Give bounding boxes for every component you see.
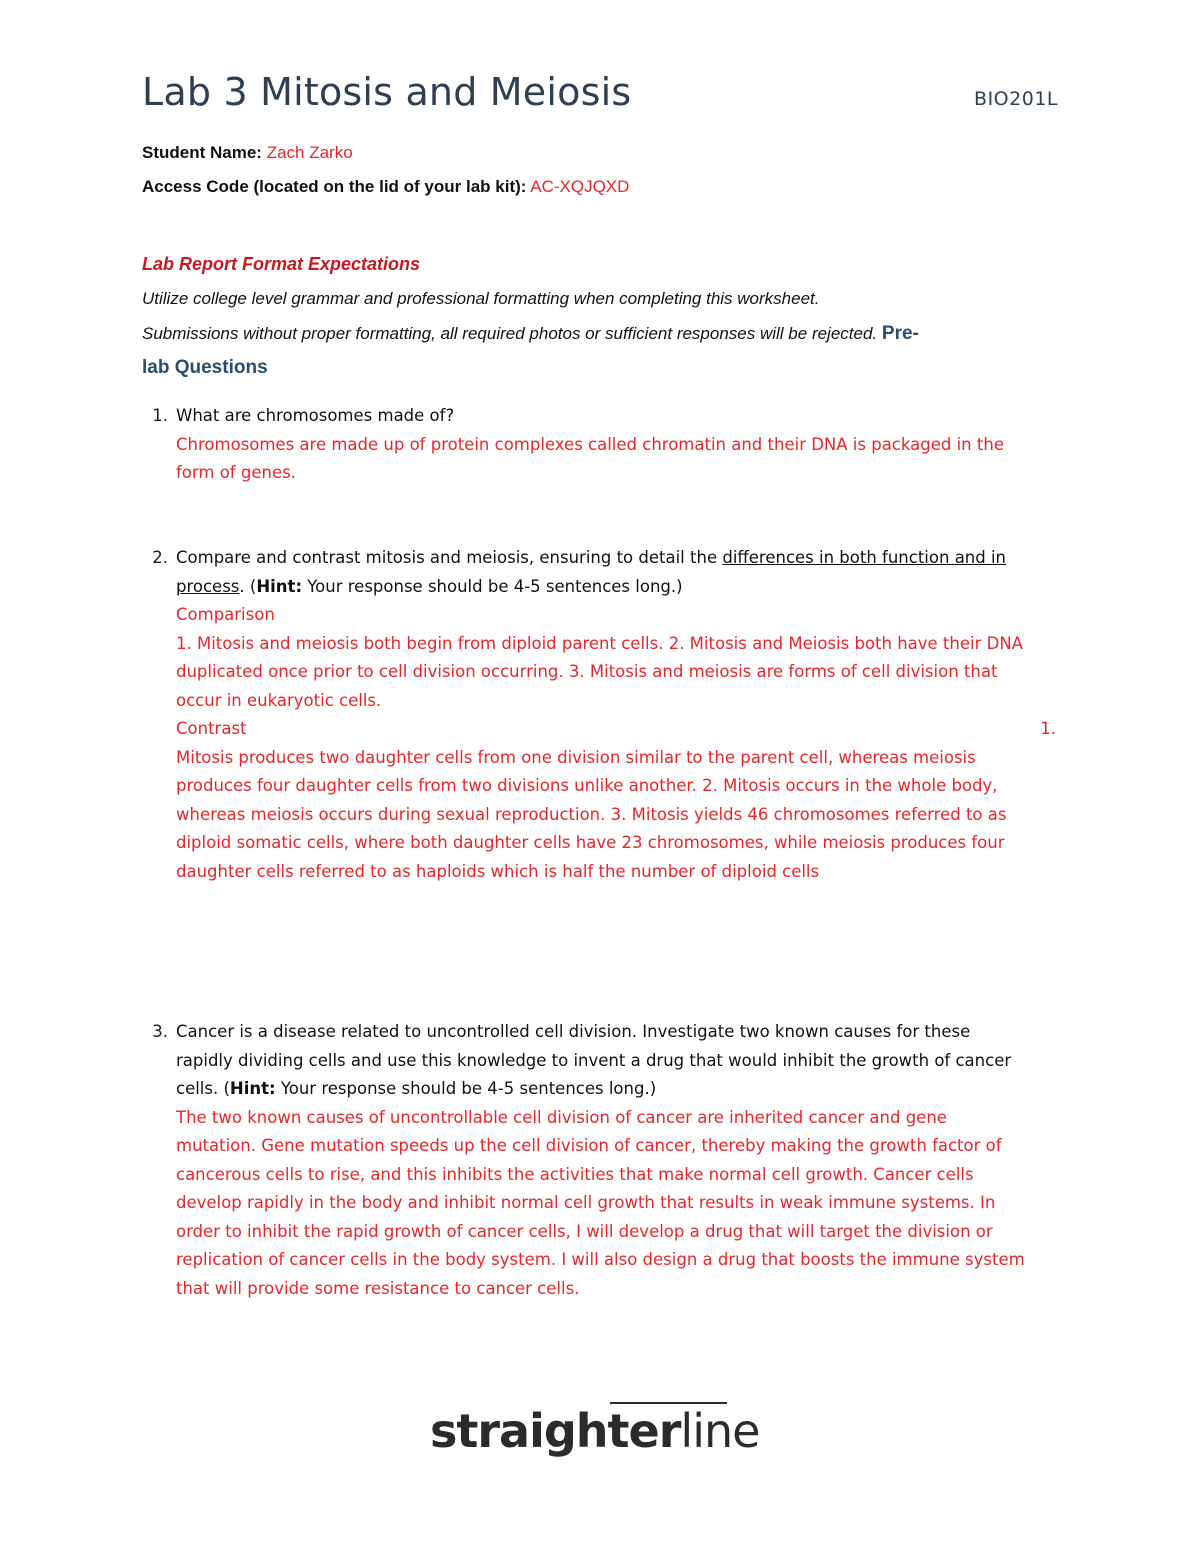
student-name-value: Zach Zarko bbox=[266, 143, 353, 162]
prelab-heading-part2: lab Questions bbox=[142, 357, 268, 378]
question-3 bbox=[152, 1018, 1026, 1303]
access-code-value: AC-XQJQXD bbox=[530, 177, 630, 196]
question-text: What are chromosomes made of? bbox=[176, 406, 455, 425]
expectations-line-2 bbox=[142, 323, 1058, 345]
question-text bbox=[176, 544, 1026, 601]
question-1 bbox=[152, 402, 1026, 488]
question-number: 3. bbox=[152, 1022, 168, 1041]
question-text-underlined: differences in both function and in process bbox=[176, 548, 1007, 596]
expectations-line-2-text: Submissions without proper formatting, all required photos or sufficient responses will be rejected. bbox=[142, 324, 878, 343]
title-row bbox=[142, 70, 1058, 130]
contrast-label-row bbox=[176, 715, 1056, 744]
access-code-label: Access Code (located on the lid of your lab kit): bbox=[142, 177, 527, 196]
question-number: 1. bbox=[152, 406, 168, 425]
question-number: 2. bbox=[152, 548, 168, 567]
contrast-text: Mitosis produces two daughter cells from one division similar to the parent cell, whereas meiosis produces four daughter cells from two divisions unlike another. 2. Mitosis occurs in the whole body, whereas meiosis occurs during sexual reproduction. 3. Mitosis yields 46 chromosomes referred to as diploid somatic cells, where both daughter cells have 23 chromosomes, while meiosis produces four daughter cells referred to as haploids which is half the number of diploid cells bbox=[176, 747, 1007, 881]
answer-text: Chromosomes are made up of protein complexes called chromatin and their DNA is packaged in the form of genes. bbox=[176, 434, 1004, 482]
prelab-heading-part1: Pre- bbox=[881, 323, 919, 344]
contrast-label: Contrast bbox=[176, 719, 247, 738]
comparison-text: 1. Mitosis and meiosis both begin from diploid parent cells. 2. Mitosis and Meiosis both have their DNA duplicated once prior to cell division occurring. 3. Mitosis and meiosis are forms of cell division that occur in eukaryotic cells. bbox=[176, 633, 1023, 710]
question-text-before: Compare and contrast mitosis and meiosis, ensuring to detail the bbox=[176, 548, 723, 567]
logo-text bbox=[430, 1404, 759, 1458]
question-text-after: . ( bbox=[239, 576, 257, 596]
logo-text-light: line bbox=[680, 1404, 760, 1458]
question-2 bbox=[152, 544, 1056, 886]
hint-label: Hint: bbox=[229, 1079, 276, 1098]
question-text-before: Cancer is a disease related to uncontrolled cell division. Investigate two known causes for these rapidly dividing cells and use this knowledge to invent a drug that would inhibit the growth of cancer cells. ( bbox=[176, 1022, 1012, 1098]
course-code: BIO201L bbox=[974, 88, 1058, 110]
hint-text: Your response should be 4-5 sentences long.) bbox=[302, 576, 683, 596]
student-name-row bbox=[142, 143, 353, 163]
hint-text: Your response should be 4-5 sentences long.) bbox=[275, 1079, 657, 1098]
page-title: Lab 3 Mitosis and Meiosis bbox=[142, 70, 632, 114]
logo-text-bold: straighter bbox=[430, 1404, 681, 1458]
answer-text: The two known causes of uncontrollable cell division of cancer are inherited cancer and gene mutation. Gene mutation speeds up the cell division of cancer, thereby making the growth factor of cancerous cells to rise, and this inhibits the activities that make normal cell growth. Cancer cells develop rapidly in the body and inhibit normal cell growth that results in weak immune systems. In order to inhibit the rapid growth of cancer cells, I will develop a drug that will target the division or replication of cancer cells in the body system. I will also design a drug that boosts the immune system that will provide some resistance to cancer cells. bbox=[176, 1107, 1025, 1298]
comparison-label: Comparison bbox=[176, 605, 275, 624]
format-expectations-heading: Lab Report Format Expectations bbox=[142, 254, 421, 274]
student-name-label: Student Name: bbox=[142, 143, 262, 162]
hint-label: Hint: bbox=[256, 576, 303, 596]
question-text bbox=[176, 1018, 1026, 1104]
expectations-line-1: Utilize college level grammar and professional formatting when completing this worksheet. bbox=[142, 289, 820, 308]
access-code-row bbox=[142, 177, 629, 197]
contrast-number: 1. bbox=[1040, 719, 1056, 738]
straighterline-logo bbox=[430, 1398, 760, 1468]
